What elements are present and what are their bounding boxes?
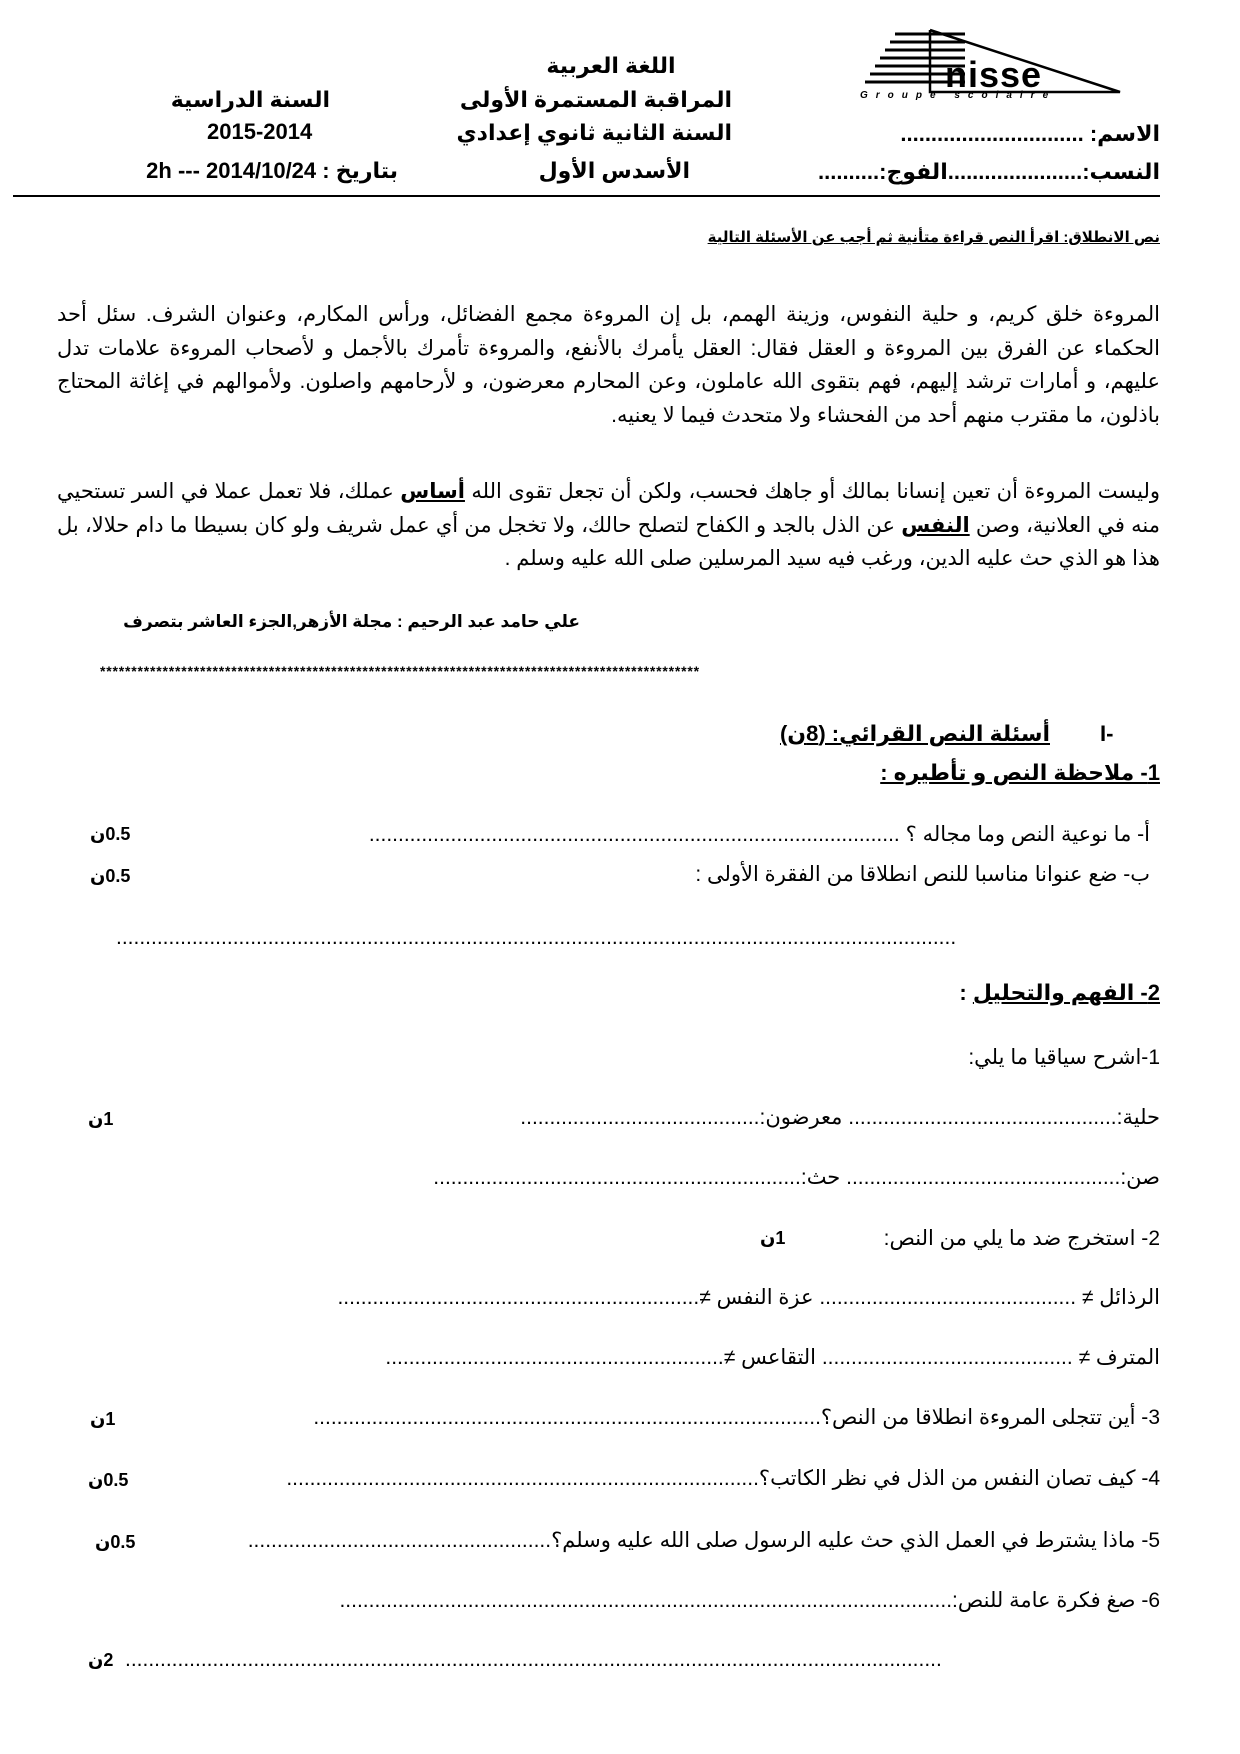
question-2-line-2[interactable]: المترف ≠ ........................................... التقاعس ≠.......................................................... — [385, 1346, 1160, 1369]
header-subject: اللغة العربية — [546, 53, 676, 78]
text-p2-part-a: وليست المروءة أن تعين إنسانا بمالك أو جاهك فحسب، ولكن أن تجعل تقوى الله — [464, 480, 1160, 503]
question-5[interactable]: 5- ماذا يشترط في العمل الذي حث عليه الرسول صلى الله عليه وسلم؟.................................................... — [247, 1529, 1160, 1552]
answer-line-title[interactable]: ................................................................................................................................................ — [116, 926, 957, 949]
question-4-points: 0.5ن — [88, 1470, 129, 1490]
subsection-2-label: 2- الفهم والتحليل — [972, 980, 1160, 1005]
question-2-points: 1ن — [760, 1228, 786, 1248]
text-paragraph-1: المروءة خلق كريم، و حلية النفوس، وزينة الهمم، بل إن المروءة مجمع الفضائل، ورأس المكارم، وعنوان الشرف. سئل أحد الحكماء عن الفرق بين المروءة و العقل فقال: العقل يأمرك بالأنفع، والمروءة تأمرك بالأجمل و لأصحاب المروءة علامات تدل عليهم، و أمارات ترشد إليهم، فهم بتقوى الله عاملون، وعن المحارم معرضون، و لأرحامهم واصلون. ولأموالهم في إغاثة المحتاج باذلون، ما مقترب منهم أحد من الفحشاء ولا متحدث فيما لا يعنيه. — [57, 303, 1160, 427]
section-title: أسئلة النص القرائي: (8ن) — [779, 721, 1050, 746]
subsection-2-title — [900, 980, 1160, 1006]
question-1: 1-اشرح سياقيا ما يلي: — [968, 1046, 1160, 1069]
subsection-1-title: 1- ملاحظة النص و تأطيره : — [880, 760, 1160, 785]
header-divider — [13, 195, 1160, 197]
keyword-nafs: النفس — [901, 513, 970, 537]
student-name-field[interactable]: الاسم: .............................. — [900, 121, 1160, 146]
section-number: I- — [1100, 721, 1114, 746]
school-logo — [855, 22, 1130, 102]
separator-stars: ************************************************************************************************ — [100, 663, 700, 679]
student-family-group-field[interactable]: النسب:......................الفوج:.......... — [818, 159, 1160, 184]
question-b-points: 0.5ن — [90, 866, 131, 886]
header-date: بتاريخ : 2014/10/24 --- 2h — [146, 158, 398, 183]
question-2: 2- استخرج ضد ما يلي من النص: — [883, 1227, 1160, 1250]
question-4[interactable]: 4- كيف تصان النفس من الذل في نظر الكاتب؟................................................................................. — [286, 1467, 1160, 1490]
keyword-asas: أساس — [400, 480, 465, 503]
question-6[interactable]: 6- صغ فكرة عامة للنص:......................................................................................................... — [339, 1589, 1160, 1612]
header-exam: المراقبة المستمرة الأولى — [459, 87, 732, 112]
question-3[interactable]: 3- أين تتجلى المروءة انطلاقا من النص؟....................................................................................... — [313, 1406, 1160, 1429]
question-1-points-value: 1ن — [88, 1109, 114, 1129]
header-level: السنة الثانية ثانوي إعدادي — [456, 120, 732, 145]
logo-brand: nisse — [945, 54, 1043, 95]
question-5-points: 0.5ن — [95, 1532, 136, 1552]
header-year-label: السنة الدراسية — [170, 87, 330, 112]
subsection-2-colon: : — [959, 980, 973, 1005]
question-1-line-1[interactable]: حلية:.............................................. معرضون:......................................... — [520, 1106, 1160, 1129]
question-6-answer-line[interactable]: ............................................................................................................................................ — [125, 1648, 942, 1671]
text-source: علي حامد عبد الرحيم : مجلة الأزهر,الجزء العاشر بتصرف — [123, 612, 580, 631]
header-year: 2015-2014 — [207, 119, 313, 144]
question-a-points: 0.5ن — [90, 824, 131, 844]
question-a: أ- ما نوعية النص وما مجاله ؟ ........................................................................................... — [368, 823, 1150, 846]
text-p2-part-c: عن الذل بالجد و الكفاح لتصلح حالك، ولا تخجل من أي عمل شريف ولو كان بسيطا ما دام حلالا، بل هذا هو الذي حث عليه الدين، ورغب فيه سيد المرسلين صلى الله عليه وسلم . — [57, 513, 1160, 570]
logo-tagline: Groupe scolaire — [860, 90, 1057, 101]
text-p2-part-b: عملك، فلا تعمل عملا في السر تستحيي منه في العلانية، وصن — [57, 480, 1161, 537]
question-2-line-1[interactable]: الرذائل ≠ ............................................ عزة النفس ≠.............................................................. — [337, 1286, 1160, 1309]
text-paragraph-2 — [57, 475, 1160, 576]
question-b: ب- ضع عنوانا مناسبا للنص انطلاقا من الفقرة الأولى : — [695, 863, 1150, 886]
intro-instruction: نص الانطلاق: اقرأ النص قراءة متأنية ثم أجب عن الأسئلة التالية — [707, 229, 1160, 246]
question-6-points: 2ن — [88, 1650, 114, 1670]
header-semester: الأسدس الأول — [538, 158, 690, 183]
question-3-points: 1ن — [90, 1409, 116, 1429]
question-1-line-2[interactable]: صن:............................................... حث:............................................................... — [433, 1166, 1160, 1189]
